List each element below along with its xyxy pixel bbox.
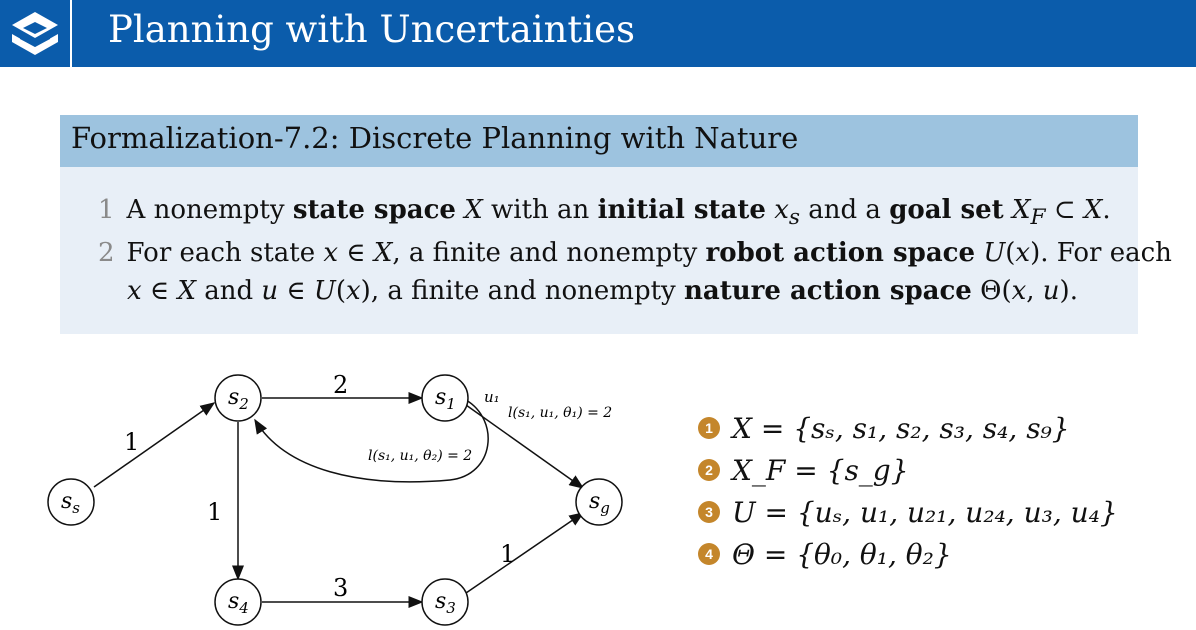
list-item-1 [98,191,1111,237]
math-symbol: u [261,276,279,306]
svg-text:ss: $s_s$ [61,489,80,517]
logo-icon [10,10,60,58]
text-run: , [1026,276,1043,306]
math-symbol: U [313,276,336,306]
math-symbol: X [177,276,196,306]
node-s4 [215,579,261,625]
item-number: 1 [98,195,115,225]
definition-item [698,412,1118,454]
item-text [126,195,1111,231]
math-symbol: X [373,238,393,268]
header-bar [0,0,1196,67]
math-symbol: U [975,238,1006,268]
definition-block [60,115,1172,334]
math-symbol: X [1003,195,1031,225]
svg-text:s2: $s_2$ [228,385,249,413]
logo [0,0,72,67]
edge-ss-s2 [94,403,214,487]
number-ball: 4 [698,543,720,565]
text-run: ( [1005,238,1016,268]
svg-text:sg: $s_g$ [589,489,610,517]
bold-term: goal set [889,195,1004,225]
text-run: and a [800,195,890,225]
edge-label: 3 [333,574,349,602]
item-text [127,276,1078,306]
edge-label: l(s₁, u₁, θ₂) = 2 [368,448,473,464]
page-title: Planning with Uncertainties [108,8,636,51]
text-run: ), a finite and nonempty [360,276,684,306]
text-run: , a finite and nonempty [392,238,706,268]
bold-term: state space [292,195,456,225]
edge-s3-sg [466,513,583,593]
text-run: A nonempty [126,195,293,225]
node-s2 [215,375,261,421]
definition-text: U = {uₛ, u₁, u₂₁, u₂₄, u₃, u₄} [732,496,1118,529]
definition-text: X = {sₛ, s₁, s₂, s₃, s₄, s₉} [732,412,1070,445]
math-symbol: x [1011,276,1027,306]
svg-text:s4: $s_4$ [228,589,249,617]
text-run: ). [1059,276,1078,306]
math-symbol: X [1083,195,1103,225]
math-symbol: x [323,238,339,268]
number-ball: 1 [698,417,720,439]
action-label: u₁ [484,388,500,406]
edge-label: 2 [333,371,349,399]
bold-term: nature action space [684,276,972,306]
definition-item [698,496,1118,538]
item-text [127,238,1172,268]
definition-text: X_F = {s_g} [732,454,909,487]
text-run: ∈ [278,276,314,306]
text-run: ( [335,276,346,306]
edge-label: l(s₁, u₁, θ₁) = 2 [508,405,613,421]
math-symbol: u [1042,276,1060,306]
bold-term: initial state [597,195,766,225]
edge-label: 1 [500,540,516,568]
text-run: ∈ [338,238,374,268]
list-item-2 [98,234,1172,272]
text-run: Θ( [971,276,1012,306]
math-symbol: x [765,195,789,225]
text-run: For each state [126,238,324,268]
edge-s4-s3 [262,574,422,602]
node-s3 [422,579,468,625]
math-subscript: s [788,205,800,231]
math-symbol: x [1015,238,1031,268]
text-run: ⊂ [1045,195,1084,225]
definitions-list [698,412,1118,580]
svg-text:s3: $s_3$ [435,589,456,617]
node-s1 [422,375,468,421]
definition-item [698,538,1118,580]
list-item-2-continued [127,272,1078,310]
block-title: Formalization-7.2: Discrete Planning with Nature [71,121,799,155]
text-run: . [1102,195,1111,225]
math-symbol: X [455,195,483,225]
edge-label: 1 [207,498,223,526]
bold-term: robot action space [705,238,976,268]
node-ss [48,479,94,525]
math-symbol: x [127,276,142,306]
state-graph [0,340,680,630]
number-ball: 3 [698,501,720,523]
definition-item [698,454,1118,496]
block-header [60,115,1138,167]
math-subscript: F [1030,205,1046,231]
svg-text:s1: $s_1$ [435,385,456,413]
text-run: ∈ [141,276,178,306]
text-run: with an [482,195,598,225]
node-sg [576,479,622,525]
definition-text: Θ = {θ₀, θ₁, θ₂} [732,538,952,571]
edge-s2-s4 [207,422,238,579]
math-symbol: x [346,276,361,306]
edge-label: 1 [124,428,140,456]
edge-s2-s1 [262,371,422,399]
text-run: ). For each [1030,238,1172,268]
number-ball: 2 [698,459,720,481]
text-run: and [195,276,262,306]
item-number: 2 [98,238,115,268]
